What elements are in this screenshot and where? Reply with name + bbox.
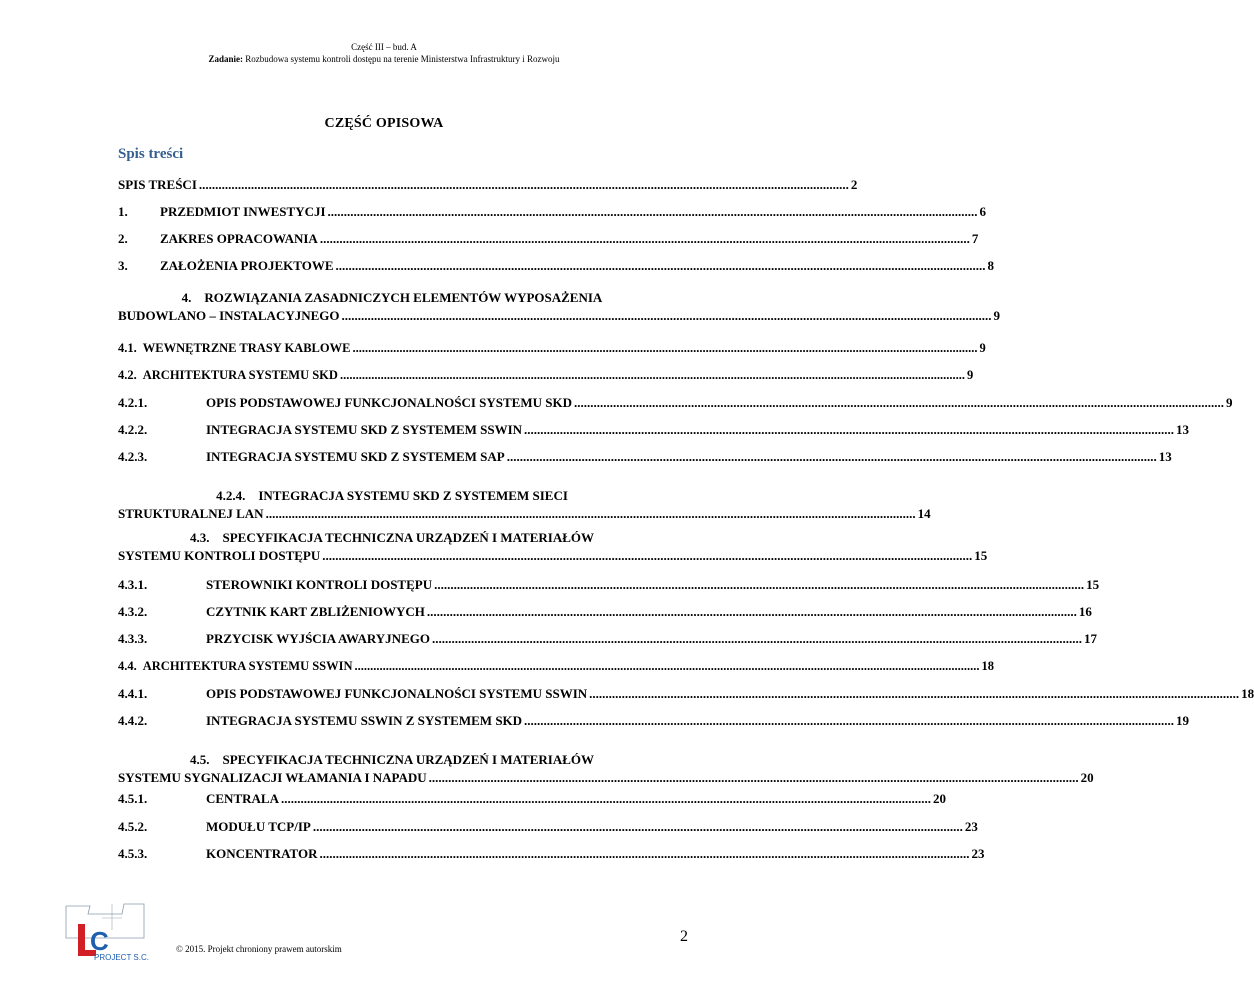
toc-entry-text: SYSTEMU SYGNALIZACJI WŁAMANIA I NAPADU (118, 770, 427, 785)
toc-entry[interactable] (118, 449, 1172, 465)
toc-entry-text: WEWNĘTRZNE TRASY KABLOWE (142, 341, 351, 355)
toc-entry-text: INTEGRACJA SYSTEMU SSWIN Z SYSTEMEM SKD (206, 713, 523, 728)
toc-entry-page: 23 (964, 819, 978, 834)
header-task-label: Zadanie: (208, 54, 244, 64)
toc-entry[interactable] (118, 422, 1190, 438)
toc-leader-dots: ........................................................................................................................................................................................................ (312, 819, 963, 834)
toc-entry-text: STEROWNIKI KONTROLI DOSTĘPU (206, 577, 433, 592)
header-task-text: Rozbudowa systemu kontroli dostępu na terenie Ministerstwa Infrastruktury i Rozwoju (245, 54, 560, 64)
toc-entry-text: SPIS TREŚCI (118, 177, 197, 192)
toc-entry-text: ARCHITEKTURA SYSTEMU SKD (142, 368, 338, 382)
toc-entry-text: BUDOWLANO – INSTALACYJNEGO (118, 308, 340, 323)
toc-entry-page: 19 (1176, 713, 1190, 728)
toc-leader-dots: ........................................................................................................................................................................................................ (335, 258, 986, 273)
toc-entry-number: 4.2.3. (118, 449, 148, 464)
toc-entry[interactable] (118, 658, 995, 674)
toc-leader-dots: ........................................................................................................................................................................................................ (506, 449, 1157, 464)
toc-entry-text: OPIS PODSTAWOWEJ FUNKCJONALNOŚCI SYSTEMU SKD (206, 395, 572, 410)
toc-entry[interactable] (118, 231, 979, 247)
header-part: Część III – bud. A (351, 42, 417, 52)
toc-entry[interactable] (118, 177, 858, 193)
toc-leader-dots: ........................................................................................................................................................................................................ (341, 308, 992, 323)
toc-entry[interactable] (118, 686, 1254, 702)
toc-entry-line1[interactable]: 4.3. SPECYFIKACJA TECHNICZNA URZĄDZEŃ I MATERIAŁÓW (189, 530, 594, 545)
toc-leader-dots: ........................................................................................................................................................................................................ (339, 368, 965, 382)
toc-leader-dots: ........................................................................................................................................................................................................ (426, 604, 1077, 619)
toc-entry[interactable] (118, 506, 931, 522)
toc-entry-page: 9 (993, 308, 1001, 323)
toc-entry-text: SYSTEMU KONTROLI DOSTĘPU (118, 548, 321, 563)
toc-entry-number: 4.3.3. (118, 631, 148, 646)
toc-entry-page: 20 (1080, 770, 1094, 785)
toc-entry-number: 4.3.2. (118, 604, 148, 619)
toc-entry-text: ZAŁOŻENIA PROJEKTOWE (160, 258, 334, 273)
toc-entry-number: 4.2. (118, 368, 137, 382)
toc-entry-text: INTEGRACJA SYSTEMU SKD Z SYSTEMEM SAP (206, 449, 505, 464)
toc-entry[interactable] (118, 204, 987, 220)
toc-entry[interactable] (118, 791, 946, 807)
toc-leader-dots: ........................................................................................................................................................................................................ (524, 422, 1175, 437)
toc-leader-dots: ........................................................................................................................................................................................................ (280, 791, 931, 806)
toc-entry[interactable] (118, 258, 994, 274)
toc-entry-number: 4.2.2. (118, 422, 148, 437)
logo-letter-c: C (90, 926, 109, 956)
toc-leader-dots: ........................................................................................................................................................................................................ (198, 177, 849, 192)
toc-entry-page: 7 (971, 231, 979, 246)
toc-entry-number: 4.5.3. (118, 846, 148, 861)
toc-entry-number: 4.3.1. (118, 577, 148, 592)
toc-entry[interactable] (118, 577, 1100, 593)
toc-leader-dots: ........................................................................................................................................................................................................ (319, 231, 970, 246)
toc-leader-dots: ........................................................................................................................................................................................................ (327, 204, 978, 219)
toc-entry-page: 17 (1083, 631, 1097, 646)
toc-entry-number: 2. (118, 231, 128, 246)
toc-leader-dots: ........................................................................................................................................................................................................ (319, 846, 970, 861)
toc-leader-dots: ........................................................................................................................................................................................................ (322, 548, 973, 563)
toc-entry[interactable] (118, 846, 985, 862)
toc-entry-page: 8 (987, 258, 994, 273)
footer-copyright: © 2015. Projekt chroniony prawem autorskim (176, 944, 342, 954)
toc-entry-number: 4.4.2. (118, 713, 148, 728)
toc-entry-page: 18 (1241, 686, 1254, 701)
toc-entry-page: 13 (1176, 422, 1190, 437)
toc-entry-text: PRZEDMIOT INWESTYCJI (160, 204, 326, 219)
logo-text: PROJECT S.C. (94, 953, 149, 962)
toc-entry-number: 1. (118, 204, 128, 219)
toc-entry[interactable] (118, 395, 1233, 411)
toc-entry-number: 4.2.1. (118, 395, 148, 410)
toc-entry[interactable] (118, 367, 974, 383)
toc-entry-page: 20 (932, 791, 946, 806)
toc-entry-page: 15 (1086, 577, 1100, 592)
toc-entry-page: 9 (966, 368, 974, 382)
toc-entry-number: 4.5.1. (118, 791, 148, 806)
toc-leader-dots: ........................................................................................................................................................................................................ (573, 395, 1224, 410)
toc-entry-number: 4.5.2. (118, 819, 148, 834)
toc-entry-text: ZAKRES OPRACOWANIA (160, 231, 318, 246)
toc-leader-dots: ........................................................................................................................................................................................................ (352, 341, 978, 355)
toc-entry-text: CZYTNIK KART ZBLIŻENIOWYCH (206, 604, 425, 619)
company-logo (62, 900, 148, 962)
toc-entry[interactable] (118, 308, 1001, 324)
toc-entry-text: INTEGRACJA SYSTEMU SKD Z SYSTEMEM SSWIN (206, 422, 523, 437)
toc-entry-text: OPIS PODSTAWOWEJ FUNKCJONALNOŚCI SYSTEMU SSWIN (206, 686, 588, 701)
toc-entry[interactable] (118, 631, 1097, 647)
toc-entry-text: MODUŁU TCP/IP (206, 819, 311, 834)
toc-entry[interactable] (118, 819, 978, 835)
toc-entry-page: 18 (981, 659, 995, 673)
toc-entry[interactable] (118, 340, 986, 356)
toc-entry[interactable] (118, 548, 988, 564)
toc-entry-number: 3. (118, 258, 128, 273)
toc-leader-dots: ........................................................................................................................................................................................................ (354, 659, 980, 673)
toc-entry[interactable] (118, 604, 1092, 620)
toc-entry-page: 6 (979, 204, 987, 219)
toc-entry-text: CENTRALA (206, 791, 279, 806)
header-task (0, 54, 768, 64)
toc-leader-dots: ........................................................................................................................................................................................................ (428, 770, 1079, 785)
toc-entry-number: 4.1. (118, 341, 137, 355)
toc-entry-text: ARCHITEKTURA SYSTEMU SSWIN (142, 659, 353, 673)
toc-leader-dots: ........................................................................................................................................................................................................ (431, 631, 1082, 646)
page-title: CZĘŚĆ OPISOWA (324, 116, 444, 131)
toc-leader-dots: ........................................................................................................................................................................................................ (434, 577, 1085, 592)
toc-entry-page: 9 (1225, 395, 1233, 410)
toc-entry-page: 16 (1078, 604, 1092, 619)
toc-entry-page: 2 (850, 177, 858, 192)
toc-entry-page: 15 (974, 548, 988, 563)
toc-leader-dots: ........................................................................................................................................................................................................ (589, 686, 1240, 701)
toc-entry-text: STRUKTURALNEJ LAN (118, 506, 264, 521)
toc-entry-text: PRZYCISK WYJŚCIA AWARYJNEGO (206, 631, 430, 646)
toc-leader-dots: ........................................................................................................................................................................................................ (524, 713, 1175, 728)
toc-entry-line1[interactable]: 4. ROZWIĄZANIA ZASADNICZYCH ELEMENTÓW WYPOSAŻENIA (181, 290, 603, 305)
toc-entry-number: 4.4. (118, 659, 137, 673)
toc-entry-number: 4.4.1. (118, 686, 148, 701)
toc-entry-page: 13 (1158, 449, 1172, 464)
toc-leader-dots: ........................................................................................................................................................................................................ (265, 506, 916, 521)
toc-entry-page: 9 (979, 341, 986, 355)
toc-heading: Spis treści (118, 146, 184, 162)
toc-entry-page: 23 (971, 846, 985, 861)
toc-entry[interactable] (118, 770, 1094, 786)
toc-entry-line1[interactable]: 4.2.4. INTEGRACJA SYSTEMU SKD Z SYSTEMEM SIECI (216, 488, 568, 503)
toc-entry-page: 14 (917, 506, 931, 521)
toc-entry-text: KONCENTRATOR (206, 846, 318, 861)
page-number: 2 (680, 928, 688, 945)
toc-entry-line1[interactable]: 4.5. SPECYFIKACJA TECHNICZNA URZĄDZEŃ I MATERIAŁÓW (189, 752, 594, 767)
toc-entry[interactable] (118, 713, 1190, 729)
